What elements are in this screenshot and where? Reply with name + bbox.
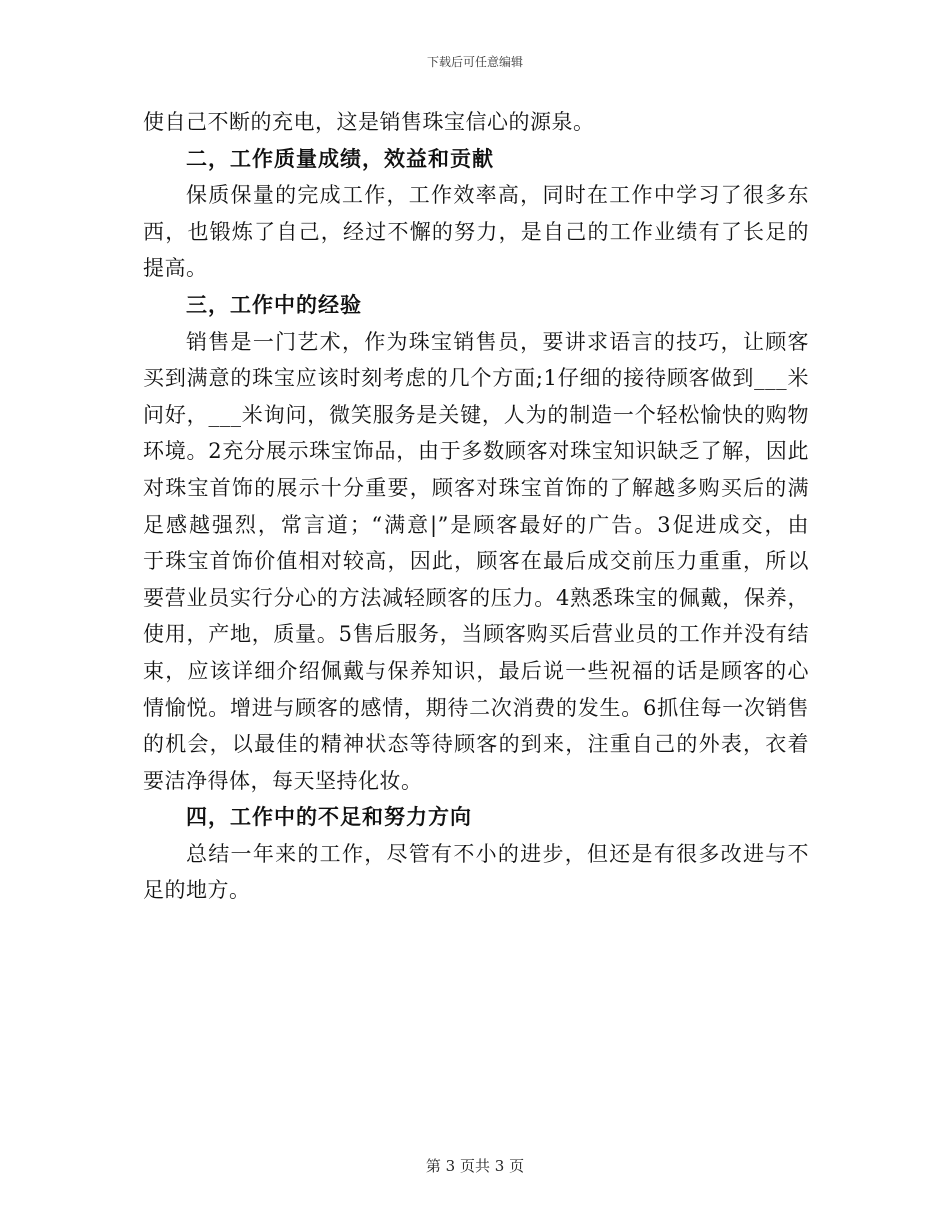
paragraph-line: 的机会，以最佳的精神状态等待顾客的到来，注重自己的外表，衣着 bbox=[143, 732, 809, 757]
paragraph-line: 对珠宝首饰的展示十分重要，顾客对珠宝首饰的了解越多购买后的满 bbox=[143, 475, 809, 500]
paragraph-line: 提高。 bbox=[143, 256, 208, 281]
paragraph-line: 买到满意的珠宝应该时刻考虑的几个方面;1仔细的接待顾客做到___米 bbox=[143, 366, 809, 391]
paragraph-line: 总结一年来的工作，尽管有不小的进步，但还是有很多改进与不 bbox=[186, 841, 809, 866]
paragraph-line: 销售是一门艺术，作为珠宝销售员，要讲求语言的技巧，让顾客 bbox=[186, 329, 809, 354]
paragraph-line: 使自己不断的充电，这是销售珠宝信心的源泉。 bbox=[143, 110, 595, 134]
paragraph-line: 束，应该详细介绍佩戴与保养知识，最后说一些祝福的话是顾客的心 bbox=[143, 658, 809, 683]
paragraph-line: 西，也锻炼了自己，经过不懈的努力，是自己的工作业绩有了长足的 bbox=[143, 219, 809, 244]
paragraph-line: 于珠宝首饰价值相对较高，因此，顾客在最后成交前压力重重，所以 bbox=[143, 549, 809, 574]
paragraph-line: 要营业员实行分心的方法减轻顾客的压力。4熟悉珠宝的佩戴，保养， bbox=[143, 585, 809, 610]
section-heading-2: 二，工作质量成绩，效益和贡献 bbox=[186, 146, 494, 171]
paragraph-line: 情愉悦。增进与顾客的感情，期待二次消费的发生。6抓住每一次销售 bbox=[143, 695, 809, 720]
paragraph-line: 保质保量的完成工作，工作效率高，同时在工作中学习了很多东 bbox=[186, 183, 809, 208]
paragraph-line: 要洁净得体，每天坚持化妆。 bbox=[143, 768, 423, 793]
paragraph-line: 使用，产地，质量。5售后服务，当顾客购买后营业员的工作并没有结 bbox=[143, 622, 809, 647]
page-footer: 第 3 页共 3 页 bbox=[425, 1157, 525, 1175]
paragraph-line: 问好，___米询问，微笑服务是关键，人为的制造一个轻松愉快的购物 bbox=[143, 402, 809, 427]
paragraph-line: 足的地方。 bbox=[143, 878, 251, 903]
section-heading-4: 四，工作中的不足和努力方向 bbox=[186, 805, 472, 830]
page-header: 下载后可任意编辑 bbox=[426, 55, 523, 69]
section-heading-3: 三，工作中的经验 bbox=[186, 292, 362, 317]
paragraph-line: 环境。2充分展示珠宝饰品，由于多数顾客对珠宝知识缺乏了解，因此 bbox=[143, 439, 809, 464]
document-body bbox=[143, 104, 809, 909]
paragraph-line: 足感越强烈，常言道；“满意|”是顾客最好的广告。3促进成交，由 bbox=[143, 512, 809, 537]
